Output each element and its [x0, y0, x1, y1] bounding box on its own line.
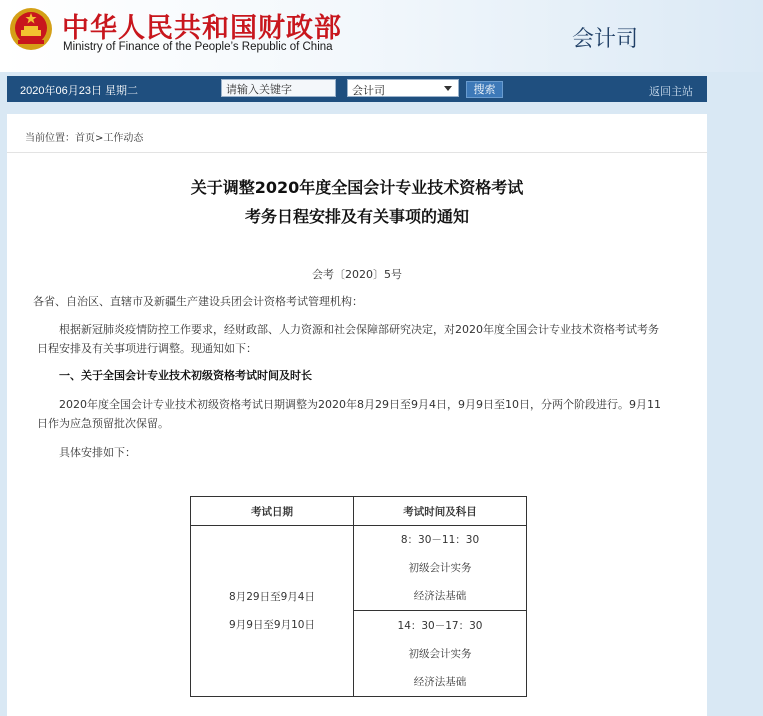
- article-panel: [7, 114, 707, 716]
- search-input[interactable]: 请输入关键字: [221, 79, 336, 97]
- section1-line1: 2020年度全国会计专业技术初级资格考试日期调整为2020年8月29日至9月4日，9月9日至10日，分两个阶段进行。9月11: [59, 398, 661, 411]
- schedule-intro: 具体安排如下：: [59, 446, 136, 459]
- date-range-1: 8月29日至9月4日: [229, 591, 315, 603]
- search-button[interactable]: 搜索: [466, 81, 503, 98]
- document-number: 会考〔2020〕5号: [312, 268, 402, 281]
- addressee: 各省、自治区、直辖市及新疆生产建设兵团会计资格考试管理机构：: [33, 295, 363, 308]
- date-cell: [191, 526, 354, 697]
- table-row: [191, 526, 527, 611]
- article-title-line2: 考务日程安排及有关事项的通知: [244, 207, 469, 226]
- session-2-time: 14：30－17：30: [397, 619, 483, 632]
- department-select[interactable]: [347, 79, 459, 97]
- session-1-time: 8：30－11：30: [400, 534, 480, 546]
- site-header: [0, 0, 763, 72]
- article-title-line1: 关于调整2020年度全国会计专业技术资格考试: [190, 178, 524, 197]
- session-cell-2: [354, 611, 527, 697]
- header-date: 考试日期: [191, 497, 354, 526]
- session-1-subject-2: 经济法基础: [413, 590, 467, 602]
- session-cell-1: [354, 526, 527, 611]
- section1-heading: 一、关于全国会计专业技术初级资格考试时间及时长: [59, 369, 312, 382]
- nav-bar: [7, 76, 707, 102]
- session-2-subject-1: 初级会计实务: [408, 647, 472, 660]
- breadcrumb[interactable]: 当前位置：首页>工作动态: [25, 133, 144, 144]
- department-title: 会计司: [572, 27, 639, 52]
- schedule-table: [190, 496, 527, 697]
- divider: [7, 152, 707, 153]
- table-header-row: [191, 497, 527, 526]
- intro-line2: 日程安排及有关事项进行调整。现通知如下：: [37, 342, 257, 355]
- chevron-down-icon: [444, 86, 452, 91]
- home-link[interactable]: 返回主站: [649, 85, 693, 98]
- date-range-2: 9月9日至9月10日: [229, 619, 315, 631]
- current-date: 2020年06月23日 星期二: [20, 85, 138, 97]
- site-name-en: Ministry of Finance of the People’s Republic of China: [63, 41, 333, 53]
- intro-line1: 根据新冠肺炎疫情防控工作要求，经财政部、人力资源和社会保障部研究决定，对2020年度全国会计专业技术资格考试考务: [59, 323, 659, 336]
- national-emblem-icon[interactable]: [8, 6, 54, 52]
- department-select-value: 会计司: [352, 84, 385, 97]
- section1-line2: 日作为应急预留批次保留。: [37, 417, 169, 430]
- header-time: 考试时间及科目: [354, 497, 527, 526]
- site-name-cn[interactable]: 中华人民共和国财政部: [62, 13, 342, 44]
- session-2-subject-2: 经济法基础: [413, 675, 467, 688]
- session-1-subject-1: 初级会计实务: [408, 562, 472, 574]
